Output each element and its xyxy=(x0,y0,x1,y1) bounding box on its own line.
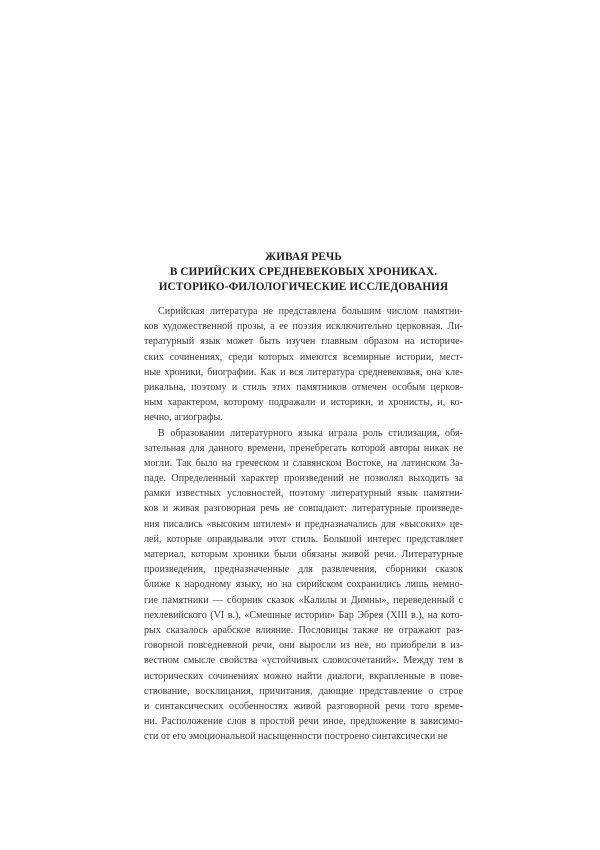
text-line: лей, которые оправдывали этот стиль. Большой интерес представляет xyxy=(144,533,463,545)
text-line: ков художественной прозы, а ее поэзия исключительно церковная. Ли- xyxy=(144,321,463,333)
text-line: ков и живая разговорная речь не совпадают: литературные произведе- xyxy=(144,503,463,515)
text-line: ным характером, которому подражали и историки, и хронисты, и, ко- xyxy=(144,397,463,409)
text-line: вестном смысле свойства «устойчивых словосочетаний». Между тем в xyxy=(144,655,463,667)
text-line: рых сказалось арабское влияние. Пословицы также не отражают раз- xyxy=(144,624,463,636)
article-body xyxy=(144,304,463,744)
paragraph xyxy=(144,304,463,426)
document-page xyxy=(144,0,463,850)
text-line: Сирийская литература не представлена большим числом памятни- xyxy=(158,306,463,317)
article-title xyxy=(144,250,463,295)
text-line: ные хроники, биографии. Как и вся литература средневековья, она кле- xyxy=(144,366,463,378)
text-line: ни. Расположение слов в простой речи иное, предложение в зависимо- xyxy=(144,716,463,728)
text-line: исторических сочинениях можно найти диалоги, вкрапленные в пове- xyxy=(144,670,463,682)
text-line: гие памятники — сборник сказок «Калилы и Димны», переведенный с xyxy=(144,594,463,606)
text-line: пехлевийского (VI в.), «Смешные истории» Бар Эбрея (XIII в.), на кото- xyxy=(144,609,463,621)
text-line: ближе к народному языку, но на сирийском сохранились лишь немно- xyxy=(144,579,463,591)
title-line: ЖИВАЯ РЕЧЬ xyxy=(265,251,342,263)
text-line: произведения, предназначенные для развлечения, сборники сказок xyxy=(144,564,463,576)
text-line: материал, которым хроники были обязаны живой речи. Литературные xyxy=(144,549,463,560)
text-line: зательная для данного времени, пренебрегать которой авторы никак не xyxy=(144,442,463,454)
text-line: нечно, агиографы. xyxy=(144,412,223,424)
text-line: и синтаксических особенностях живой разговорной речи того време- xyxy=(144,700,463,712)
text-line: сти от его эмоциональной насыщенности построено синтаксически не xyxy=(144,731,448,743)
text-line: рикальна, поэтому и стиль этих памятников отмечен особым церков- xyxy=(144,381,463,393)
title-line: В СИРИЙСКИХ СРЕДНЕВЕКОВЫХ ХРОНИКАХ. xyxy=(169,266,438,278)
text-line: паде. Определенный характер произведений не позволял выходить за xyxy=(144,473,463,485)
text-line: тературный язык может быть изучен главным образом на историче- xyxy=(144,336,463,348)
title-line: ИСТОРИКО-ФИЛОЛОГИЧЕСКИЕ ИССЛЕДОВАНИЯ xyxy=(158,281,449,293)
text-line: ствование, восклицания, причитания, дающие представление о строе xyxy=(144,685,463,697)
text-line: ских сочинениях, среди которых имеются всемирные истории, мест- xyxy=(144,351,463,363)
text-line: В образовании литературного языка играла роль стилизация, обя- xyxy=(158,427,463,439)
text-line: рамки известных условностей, поэтому литературный язык памятни- xyxy=(144,488,463,500)
text-line: могли. Так было на греческом и славянском Востоке, на латинском За- xyxy=(144,457,463,469)
text-line: ния писались «высоким штилем» и предназначались для «высоких» це- xyxy=(144,518,463,530)
text-line: говорной повседневной речи, они выросли из нее, но приобрели в из- xyxy=(144,640,463,652)
paragraph xyxy=(144,426,463,745)
